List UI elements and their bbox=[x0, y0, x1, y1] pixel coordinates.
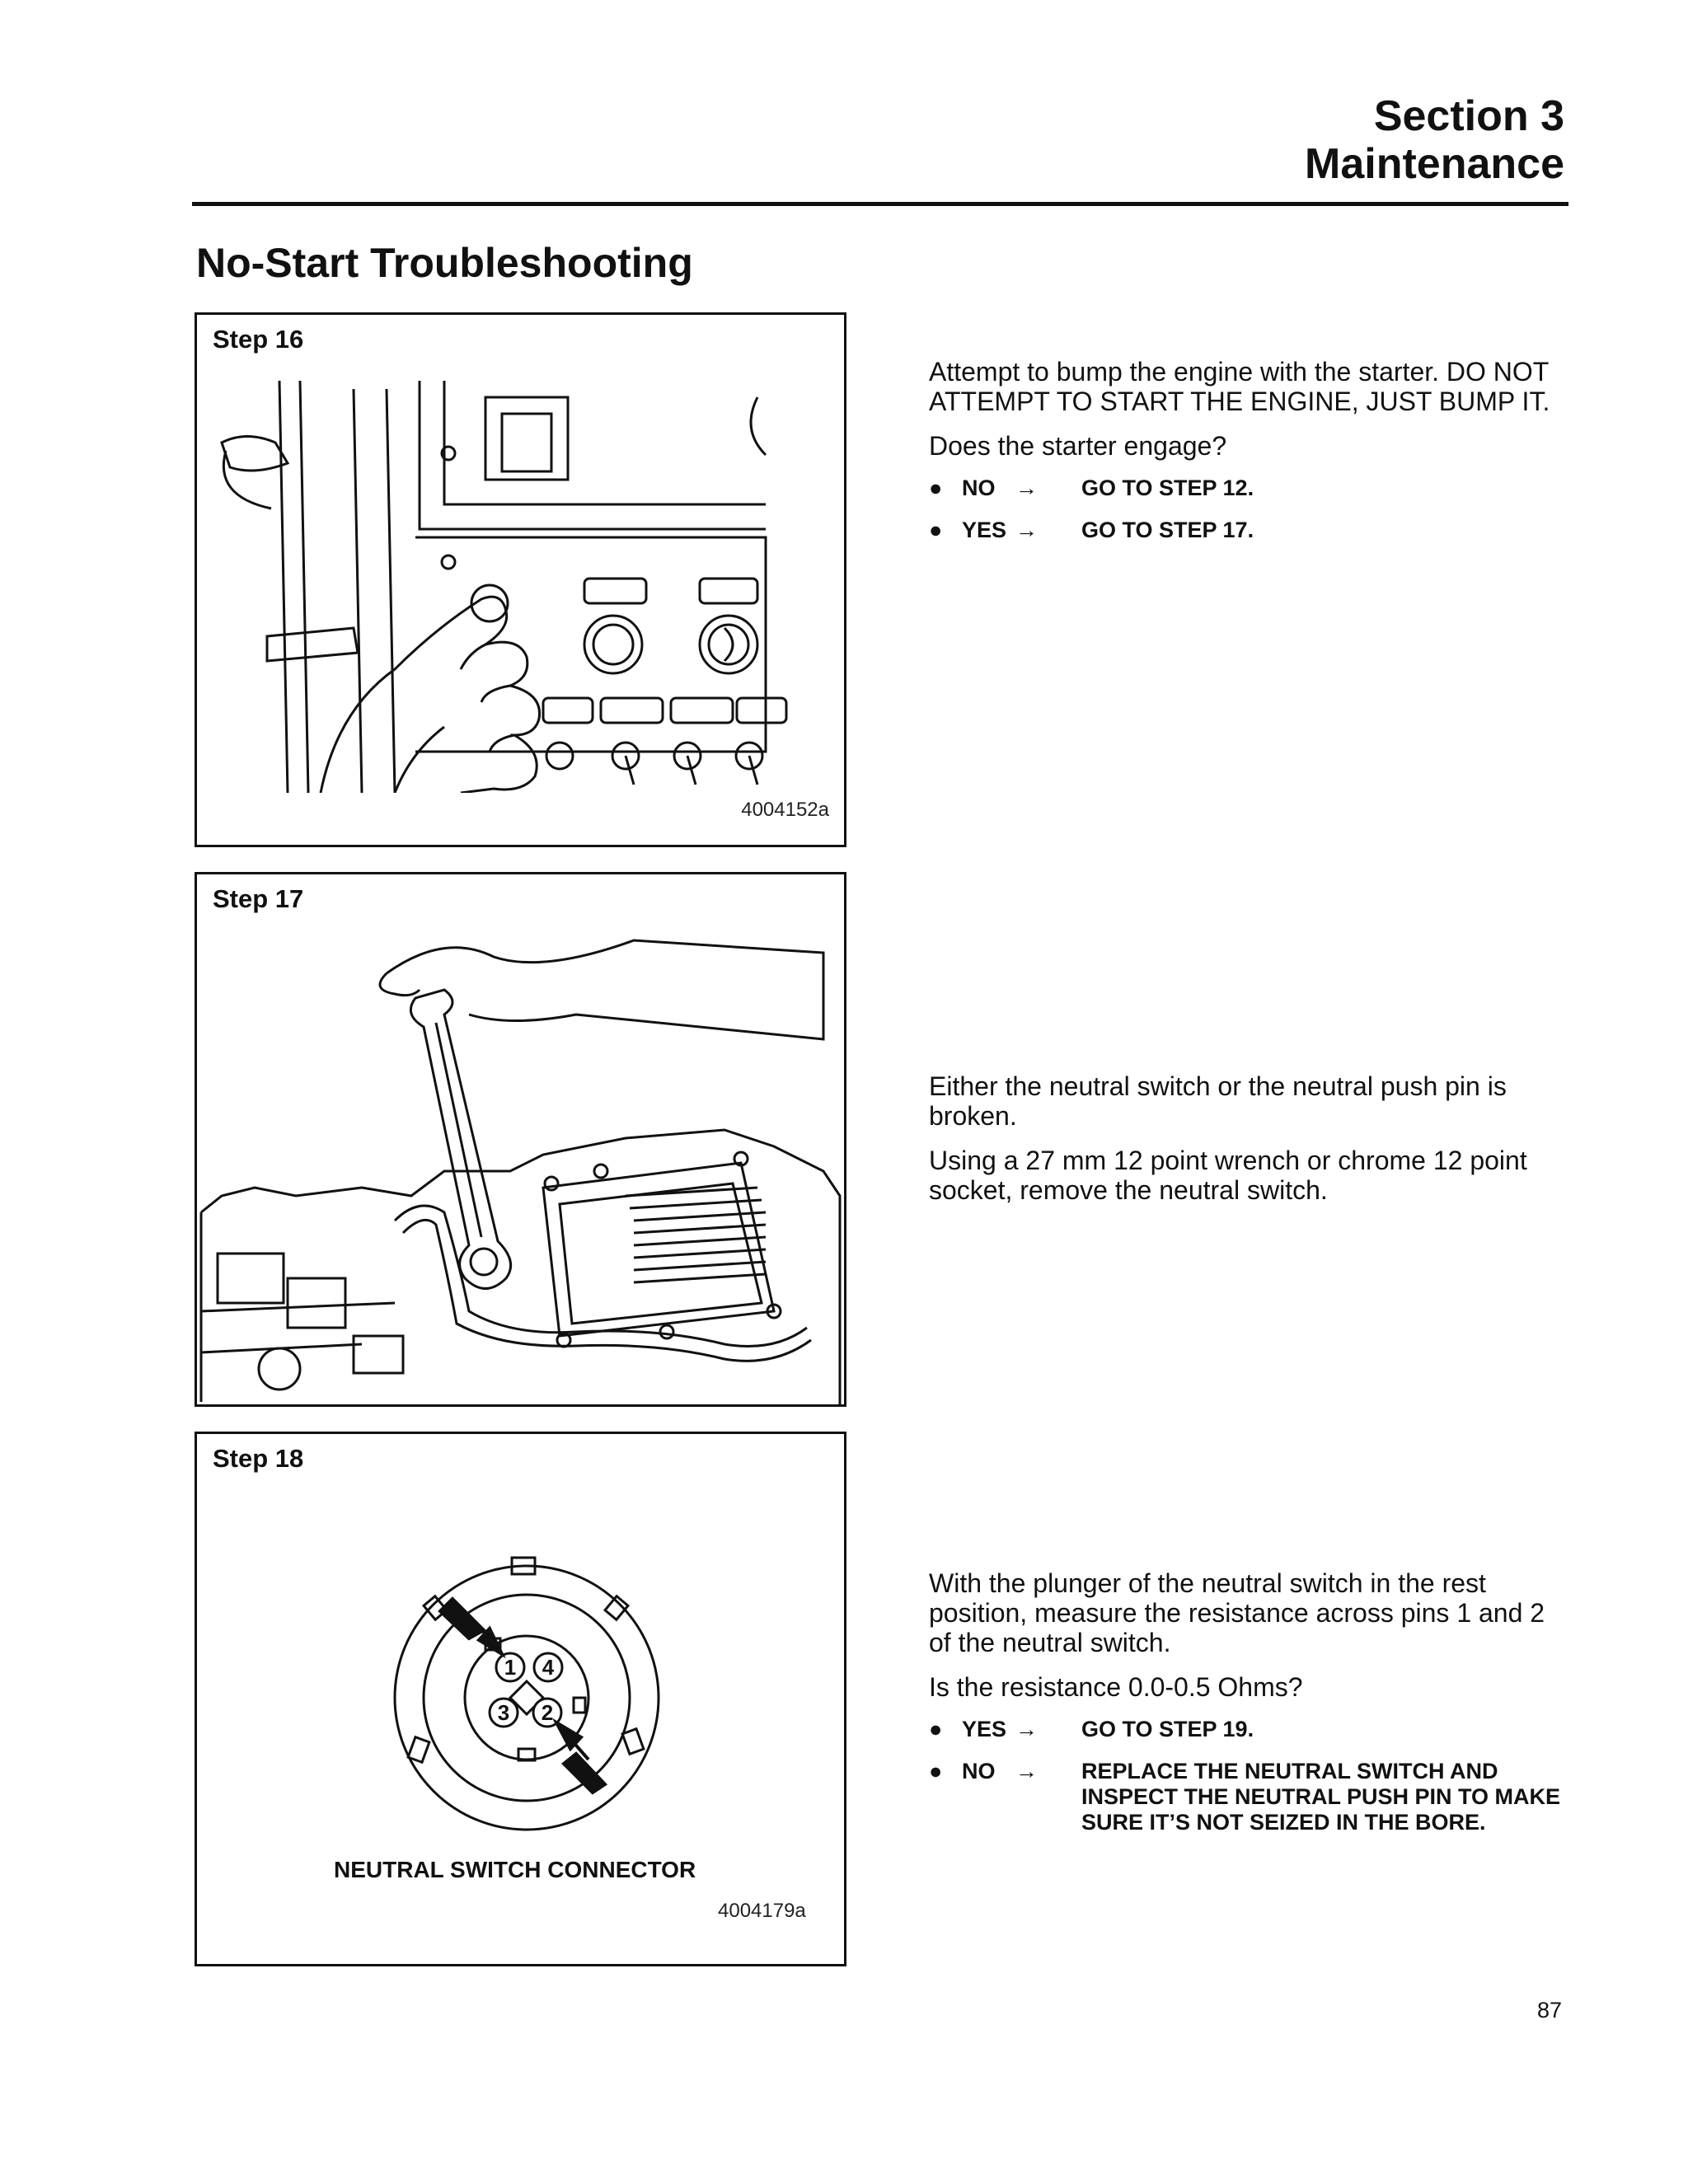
step-18-text bbox=[929, 1568, 1572, 1852]
step-label: Step 17 bbox=[213, 884, 304, 913]
option-action: GO TO STEP 17. bbox=[1081, 518, 1254, 542]
option-answer: NO bbox=[962, 476, 996, 500]
header-rule bbox=[192, 202, 1568, 206]
arrow-icon: → bbox=[1015, 476, 1038, 500]
option-action: GO TO STEP 12. bbox=[1081, 476, 1254, 500]
step-16-text bbox=[929, 357, 1572, 560]
step-17-figure-box bbox=[195, 872, 846, 1407]
section-header bbox=[1305, 92, 1564, 188]
wrench-removal-illustration bbox=[197, 924, 844, 1404]
section-number: Section 3 bbox=[1373, 92, 1564, 140]
step-17-diagnosis: Either the neutral switch or the neutral push pin is broken. bbox=[929, 1071, 1507, 1131]
section-name: Maintenance bbox=[1305, 140, 1564, 188]
arrow-icon: → bbox=[1015, 518, 1038, 542]
step-label: Step 16 bbox=[213, 325, 304, 354]
option-answer: YES bbox=[962, 1717, 1007, 1741]
option-action: REPLACE THE NEUTRAL SWITCH AND INSPECT THE NEUTRAL PUSH PIN TO MAKE SURE IT’S NOT SEIZED IN THE BORE. bbox=[1081, 1759, 1561, 1835]
pin-label: 3 bbox=[497, 1700, 510, 1725]
step-16-question: Does the starter engage? bbox=[929, 431, 1227, 461]
bullet-icon: ● bbox=[929, 1759, 943, 1783]
step-18-figure-box bbox=[195, 1432, 846, 1966]
option-no bbox=[929, 1759, 1572, 1835]
figure-id: 4004179a bbox=[718, 1900, 806, 1922]
pin-label: 4 bbox=[542, 1655, 555, 1680]
pin-label: 2 bbox=[541, 1700, 554, 1725]
step-label: Step 18 bbox=[213, 1444, 304, 1473]
option-no bbox=[929, 476, 1572, 501]
arrow-icon: → bbox=[1015, 1759, 1038, 1783]
page-title: No-Start Troubleshooting bbox=[196, 240, 693, 286]
step-17-text bbox=[929, 1071, 1572, 1220]
option-answer: NO bbox=[962, 1759, 996, 1783]
bullet-icon: ● bbox=[929, 518, 943, 542]
bullet-icon: ● bbox=[929, 476, 943, 500]
bullet-icon: ● bbox=[929, 1717, 943, 1741]
step-18-question: Is the resistance 0.0-0.5 Ohms? bbox=[929, 1672, 1303, 1702]
neutral-switch-connector-diagram bbox=[362, 1533, 692, 1863]
step-18-instruction: With the plunger of the neutral switch in the rest position, measure the resistance across pins 1 and 2 of the neutral switch. bbox=[929, 1568, 1545, 1657]
page-number: 87 bbox=[1536, 1998, 1562, 2022]
dashboard-starter-illustration bbox=[197, 364, 844, 793]
arrow-icon: → bbox=[1015, 1717, 1038, 1741]
step-16-instruction: Attempt to bump the engine with the starter. DO NOT ATTEMPT TO START THE ENGINE, JUST BUMP IT. bbox=[929, 357, 1550, 416]
option-yes bbox=[929, 518, 1572, 543]
option-yes bbox=[929, 1717, 1572, 1742]
figure-id: 4004152a bbox=[741, 799, 829, 821]
step-17-instruction: Using a 27 mm 12 point wrench or chrome 12 point socket, remove the neutral switch. bbox=[929, 1146, 1527, 1205]
step-16-figure-box bbox=[195, 312, 846, 847]
option-action: GO TO STEP 19. bbox=[1081, 1717, 1254, 1741]
pin-label: 1 bbox=[504, 1655, 517, 1680]
figure-caption: NEUTRAL SWITCH CONNECTOR bbox=[334, 1857, 696, 1882]
option-answer: YES bbox=[962, 518, 1007, 542]
